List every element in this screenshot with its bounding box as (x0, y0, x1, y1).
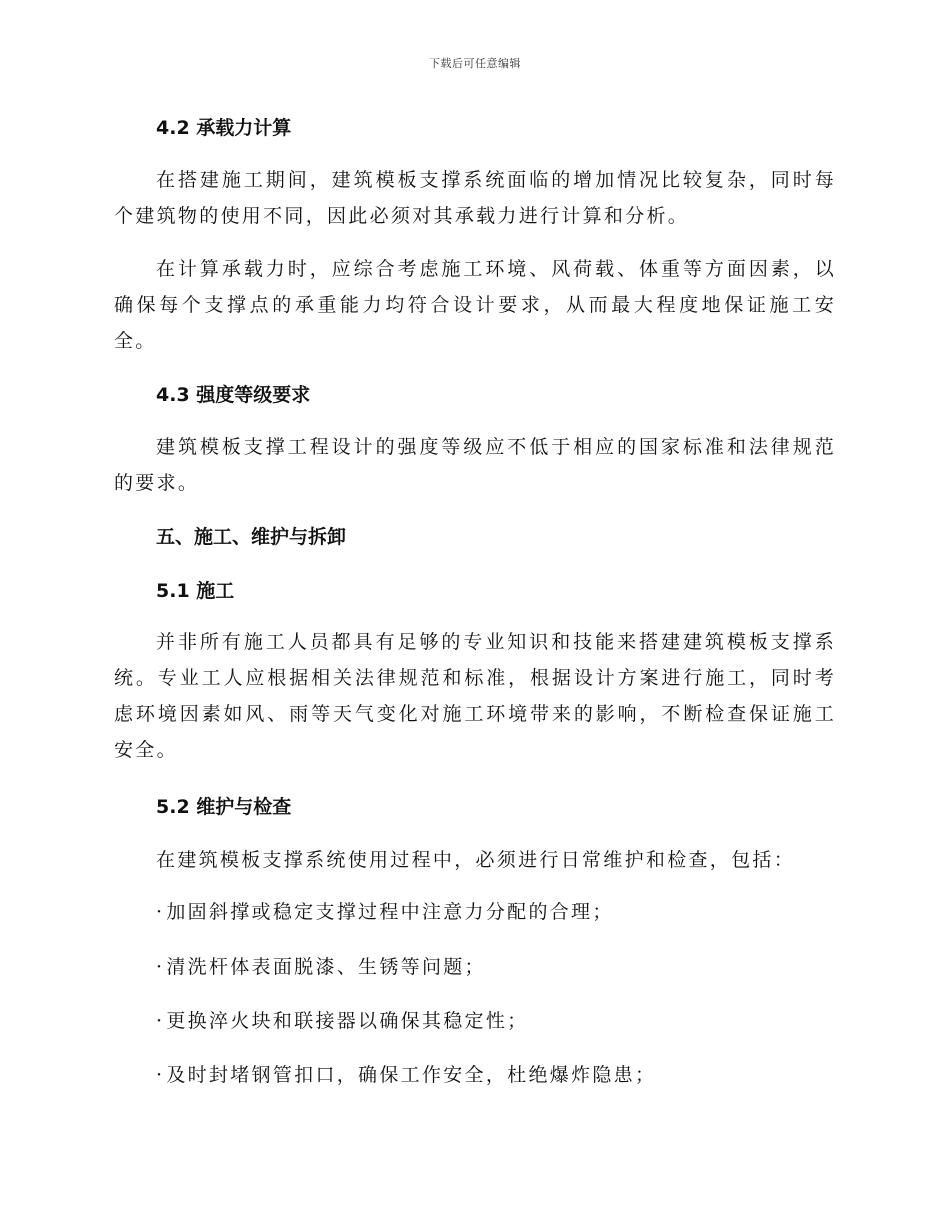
paragraph: 在搭建施工期间，建筑模板支撑系统面临的增加情况比较复杂，同时每个建筑物的使用不同，因此必须对其承载力进行计算和分析。 (114, 169, 836, 227)
paragraph-block (114, 624, 836, 768)
paragraph: 在计算承载力时，应综合考虑施工环境、风荷载、体重等方面因素，以确保每个支撑点的承重能力均符合设计要求，从而最大程度地保证施工安全。 (114, 258, 836, 352)
paragraph-block (114, 429, 836, 501)
section-heading-5: 五、施工、维护与拆卸 (156, 526, 347, 548)
list-item-text: 更换淬火块和联接器以确保其稳定性； (166, 1010, 529, 1032)
paragraph: 建筑模板支撑工程设计的强度等级应不低于相应的国家标准和法律规范的要求。 (114, 436, 836, 494)
page-header: 下载后可任意编辑 (429, 57, 521, 70)
list-item-text: 及时封堵钢管扣口，确保工作安全，杜绝爆炸隐患； (166, 1064, 657, 1086)
section-heading-5-1: 5.1 施工 (156, 580, 235, 602)
paragraph-block (114, 251, 836, 359)
section-heading-5-2: 5.2 维护与检查 (156, 796, 292, 818)
bullet-marker: · (156, 956, 165, 978)
list-item (156, 899, 614, 925)
bullet-marker: · (156, 1010, 165, 1032)
section-heading-4-2: 4.2 承载力计算 (156, 117, 292, 139)
paragraph: 在建筑模板支撑系统使用过程中，必须进行日常维护和检查，包括： (156, 849, 796, 871)
paragraph: 并非所有施工人员都具有足够的专业知识和技能来搭建建筑模板支撑系统。专业工人应根据相关法律规范和标准，根据设计方案进行施工，同时考虑环境因素如风、雨等天气变化对施工环境带来的影响，不断检查保证施工安全。 (114, 631, 836, 761)
list-item (156, 1008, 528, 1034)
paragraph-block (114, 162, 836, 234)
list-item (156, 1062, 656, 1088)
list-item-text: 清洗杆体表面脱漆、生锈等问题； (166, 956, 486, 978)
section-heading-4-3: 4.3 强度等级要求 (156, 384, 311, 406)
list-item-text: 加固斜撑或稳定支撑过程中注意力分配的合理； (166, 901, 614, 923)
list-item (156, 954, 486, 980)
bullet-marker: · (156, 901, 165, 923)
bullet-marker: · (156, 1064, 165, 1086)
